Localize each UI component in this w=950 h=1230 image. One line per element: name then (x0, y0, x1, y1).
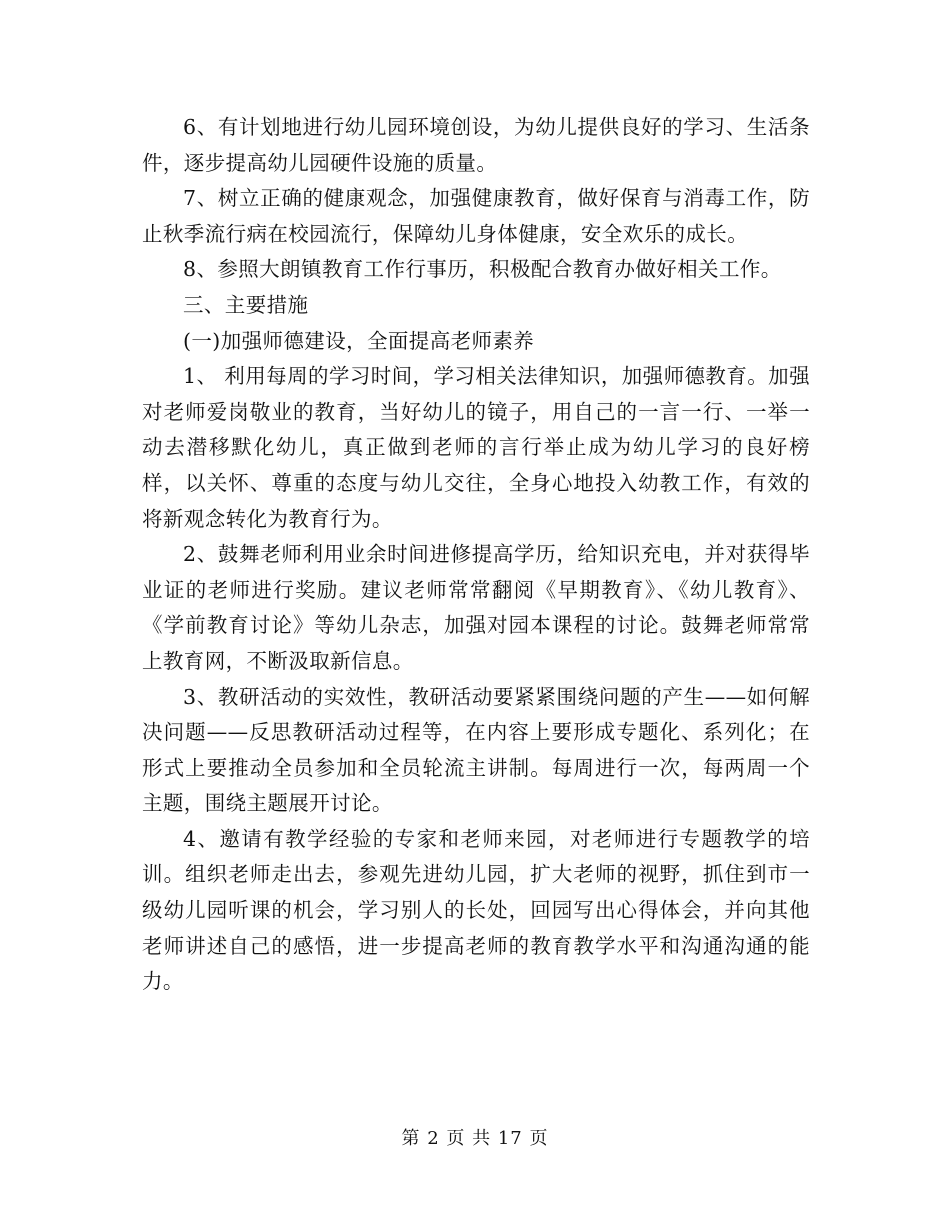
paragraph-measure-3: 3、教研活动的实效性，教研活动要紧紧围绕问题的产生——如何解决问题——反思教研活动过程等，在内容上要形成专题化、系列化；在形式上要推动全员参加和全员轮流主讲制。每周进行一次，每两周一个主题，围绕主题展开讨论。 (142, 684, 810, 816)
subsection-heading-teacher-ethics: (一)加强师德建设，全面提高老师素养 (183, 328, 535, 353)
section-heading-measures: 三、主要措施 (183, 292, 309, 317)
paragraph-item-8: 8、参照大朗镇教育工作行事历，积极配合教育办做好相关工作。 (183, 257, 782, 282)
paragraph-item-6: 6、有计划地进行幼儿园环境创设，为幼儿提供良好的学习、生活条件，逐步提高幼儿园硬件设施的质量。 (142, 115, 810, 175)
page-number-footer: 第 2 页 共 17 页 (401, 1128, 549, 1149)
document-body (142, 110, 810, 1000)
paragraph-measure-2: 2、鼓舞老师利用业余时间进修提高学历，给知识充电，并对获得毕业证的老师进行奖励。建议老师常常翻阅《早期教育》、《幼儿教育》、《学前教育讨论》等幼儿杂志，加强对园本课程的讨论。鼓舞老师常常上教育网，不断汲取新信息。 (142, 542, 810, 673)
paragraph-measure-4: 4、邀请有教学经验的专家和老师来园，对老师进行专题教学的培训。组织老师走出去，参观先进幼儿园，扩大老师的视野，抓住到市一级幼儿园听课的机会，学习别人的长处，回园写出心得体会，并向其他老师讲述自己的感悟，进一步提高老师的教育教学水平和沟通沟通的能力。 (142, 826, 810, 994)
paragraph-measure-1: 1、 利用每周的学习时间，学习相关法律知识，加强师德教育。加强对老师爱岗敬业的教育，当好幼儿的镜子，用自己的一言一行、一举一动去潜移默化幼儿，真正做到老师的言行举止成为幼儿学习的良好榜样，以关怀、尊重的态度与幼儿交往，全身心地投入幼教工作，有效的将新观念转化为教育行为。 (142, 364, 810, 531)
paragraph-item-7: 7、树立正确的健康观念，加强健康教育，做好保育与消毒工作，防止秋季流行病在校园流行，保障幼儿身体健康，安全欢乐的成长。 (142, 186, 810, 246)
